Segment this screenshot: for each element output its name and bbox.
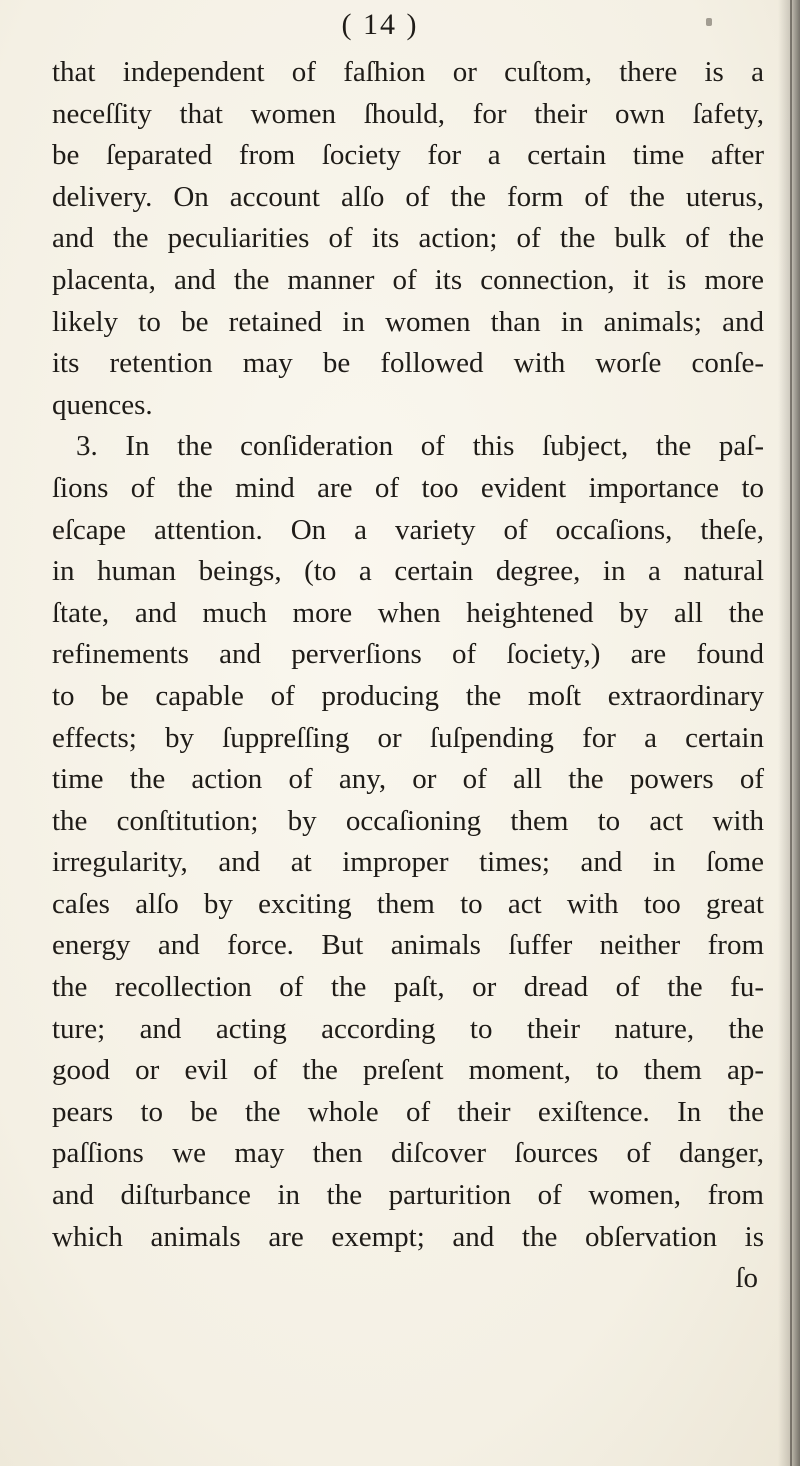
text-line: which animals are exempt; and the obſervation is	[52, 1220, 764, 1253]
text-line: time the action of any, or of all the powers of	[52, 763, 764, 796]
catchword: ſo	[735, 1262, 758, 1295]
text-line: delivery. On account alſo of the form of the uterus,	[52, 180, 764, 213]
text-line: to be capable of producing the moſt extraordinary	[52, 679, 764, 712]
text-line: paſſions we may then diſcover ſources of danger,	[52, 1137, 764, 1170]
text-line: irregularity, and at improper times; and in ſome	[52, 846, 764, 879]
page-number: ( 14 )	[341, 8, 419, 41]
text-line: energy and force. But animals ſuffer neither from	[52, 929, 764, 962]
text-line: be ſeparated from ſociety for a certain time after	[52, 139, 764, 172]
body-text	[52, 52, 764, 1300]
text-line: eſcape attention. On a variety of occaſions, theſe,	[52, 513, 764, 546]
text-line: the recollection of the paſt, or dread of the fu-	[52, 971, 764, 1004]
text-line: and diſturbance in the parturition of women, from	[52, 1179, 764, 1212]
text-line: and the peculiarities of its action; of the bulk of the	[52, 222, 764, 255]
text-line: ture; and acting according to their nature, the	[52, 1012, 764, 1045]
text-line: that independent of faſhion or cuſtom, there is a	[52, 56, 764, 88]
text-line: caſes alſo by exciting them to act with too great	[52, 887, 764, 920]
text-line: ſtate, and much more when heightened by all the	[52, 596, 764, 629]
text-line: effects; by ſuppreſſing or ſuſpending for a certain	[52, 721, 764, 754]
text-line: neceſſity that women ſhould, for their own ſafety,	[52, 97, 764, 130]
text-line: ſions of the mind are of too evident importance to	[52, 471, 764, 504]
text-line: likely to be retained in women than in animals; and	[52, 305, 764, 338]
text-line: good or evil of the preſent moment, to them ap-	[52, 1054, 764, 1087]
text-line: the conſtitution; by occaſioning them to act with	[52, 804, 764, 837]
text-line: 3. In the conſideration of this ſubject, the paſ-	[76, 430, 764, 463]
text-line: its retention may be followed with worſe conſe-	[52, 347, 764, 380]
text-line: placenta, and the manner of its connection, it is more	[52, 263, 764, 296]
text-line: pears to be the whole of their exiſtence. In the	[52, 1095, 764, 1128]
page-edge-line	[790, 0, 792, 1466]
text-line: refinements and perverſions of ſociety,) are found	[52, 638, 764, 671]
text-line: quences.	[52, 388, 153, 421]
page-edge-shadow	[778, 0, 800, 1466]
text-line: in human beings, (to a certain degree, in a natural	[52, 555, 764, 588]
